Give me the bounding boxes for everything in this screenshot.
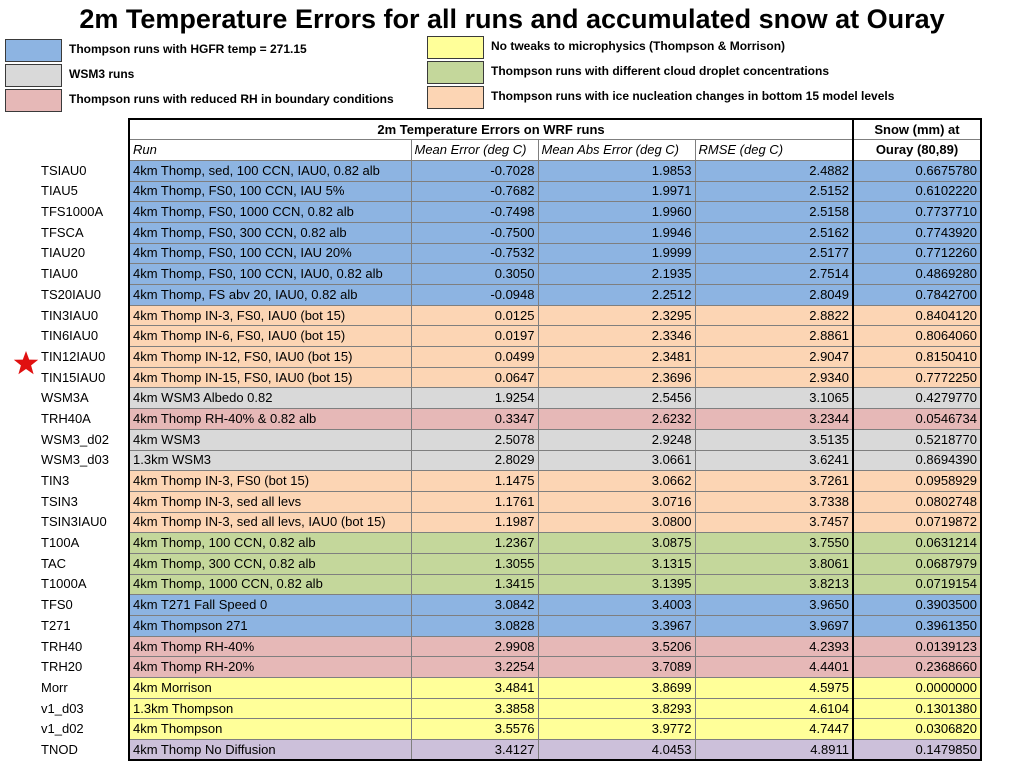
mean-abs-error-cell: 1.9999 [538, 243, 695, 264]
legend-label: Thompson runs with different cloud droplet concentrations [491, 64, 830, 78]
run-description: 4km Thomp, FS0, 100 CCN, IAU 20% [129, 243, 411, 264]
table-row [38, 574, 981, 595]
rmse-cell: 3.7550 [695, 533, 853, 554]
run-id: TS20IAU0 [41, 286, 101, 302]
run-id: TRH40 [41, 638, 83, 654]
legend-label: Thompson runs with HGFR temp = 271.15 [69, 42, 307, 56]
table-row [38, 719, 981, 740]
table-row [38, 616, 981, 637]
run-id: TIAU5 [41, 183, 78, 199]
mean-error-cell: 3.0842 [411, 595, 538, 616]
table-row [38, 595, 981, 616]
rmse-cell: 2.9340 [695, 367, 853, 388]
rmse-cell: 3.9697 [695, 616, 853, 637]
mean-abs-error-cell: 3.3967 [538, 616, 695, 637]
table-row [38, 740, 981, 761]
mean-error-cell: 3.4127 [411, 740, 538, 761]
run-description: 4km Thomp IN-3, FS0 (bot 15) [129, 471, 411, 492]
rmse-cell: 2.4882 [695, 160, 853, 181]
mean-error-cell: 2.9908 [411, 636, 538, 657]
run-description: 4km Thomp, 1000 CCN, 0.82 alb [129, 574, 411, 595]
column-header-rmse: RMSE (deg C) [695, 140, 853, 161]
rmse-cell: 3.9650 [695, 595, 853, 616]
run-id: TRH20 [41, 659, 83, 675]
mean-abs-error-cell: 2.1935 [538, 264, 695, 285]
run-description: 4km Thomp, FS abv 20, IAU0, 0.82 alb [129, 285, 411, 306]
mean-abs-error-cell: 3.7089 [538, 657, 695, 678]
table-row [38, 429, 981, 450]
snow-cell: 0.1479850 [853, 740, 981, 761]
snow-cell: 0.0000000 [853, 678, 981, 699]
table-row [38, 326, 981, 347]
mean-abs-error-cell: 4.0453 [538, 740, 695, 761]
table-row [38, 698, 981, 719]
run-id: WSM3A [41, 390, 89, 406]
run-id: WSM3_d02 [41, 431, 109, 447]
snow-cell: 0.0719154 [853, 574, 981, 595]
legend-swatch [5, 64, 62, 87]
mean-abs-error-cell: 3.8293 [538, 698, 695, 719]
rmse-cell: 4.2393 [695, 636, 853, 657]
mean-abs-error-cell: 3.0875 [538, 533, 695, 554]
legend-label: Thompson runs with reduced RH in boundary conditions [69, 92, 394, 106]
mean-error-cell: 2.5078 [411, 429, 538, 450]
rmse-cell: 2.5152 [695, 181, 853, 202]
mean-abs-error-cell: 3.0662 [538, 471, 695, 492]
table-row [38, 160, 981, 181]
mean-abs-error-cell: 2.3346 [538, 326, 695, 347]
rmse-cell: 3.8213 [695, 574, 853, 595]
run-description: 4km Thompson 271 [129, 616, 411, 637]
table-row [38, 553, 981, 574]
group-header: 2m Temperature Errors on WRF runs [129, 119, 853, 140]
run-description: 1.3km Thompson [129, 698, 411, 719]
run-id: TSIN3IAU0 [41, 514, 107, 530]
mean-abs-error-cell: 1.9960 [538, 202, 695, 223]
header-blank [38, 119, 129, 140]
mean-error-cell: -0.0948 [411, 285, 538, 306]
mean-error-cell: 3.4841 [411, 678, 538, 699]
column-header-mean-abs-error: Mean Abs Error (deg C) [538, 140, 695, 161]
mean-error-cell: -0.7500 [411, 222, 538, 243]
mean-error-cell: 0.0197 [411, 326, 538, 347]
mean-error-cell: 3.0828 [411, 616, 538, 637]
table-row [38, 533, 981, 554]
run-id: TFS1000A [41, 204, 104, 220]
snow-cell: 0.8694390 [853, 450, 981, 471]
run-description: 4km Thomp IN-3, sed all levs, IAU0 (bot 15) [129, 512, 411, 533]
mean-abs-error-cell: 1.9971 [538, 181, 695, 202]
rmse-cell: 4.7447 [695, 719, 853, 740]
mean-abs-error-cell: 2.3696 [538, 367, 695, 388]
mean-error-cell: 3.5576 [411, 719, 538, 740]
mean-abs-error-cell: 1.9853 [538, 160, 695, 181]
run-description: 4km Morrison [129, 678, 411, 699]
run-description: 4km Thomp RH-40% [129, 636, 411, 657]
table-row [38, 636, 981, 657]
table-row [38, 305, 981, 326]
snow-cell: 0.3961350 [853, 616, 981, 637]
rmse-cell: 2.5158 [695, 202, 853, 223]
table-row [38, 367, 981, 388]
snow-cell: 0.2368660 [853, 657, 981, 678]
table-column-header-row [38, 140, 981, 161]
table-group-header-row [38, 119, 981, 140]
run-id: TIN6IAU0 [41, 328, 99, 344]
table-row [38, 512, 981, 533]
snow-cell: 0.0546734 [853, 409, 981, 430]
table-row [38, 181, 981, 202]
snow-cell: 0.6102220 [853, 181, 981, 202]
rmse-cell: 2.8049 [695, 285, 853, 306]
snow-cell: 0.5218770 [853, 429, 981, 450]
mean-error-cell: 1.1475 [411, 471, 538, 492]
mean-error-cell: 0.0499 [411, 347, 538, 368]
run-id: TSIAU0 [41, 162, 87, 178]
snow-cell: 0.0139123 [853, 636, 981, 657]
mean-abs-error-cell: 3.8699 [538, 678, 695, 699]
column-header-mean-error: Mean Error (deg C) [411, 140, 538, 161]
rmse-cell: 4.5975 [695, 678, 853, 699]
table-row [38, 264, 981, 285]
snow-cell: 0.7743920 [853, 222, 981, 243]
snow-cell: 0.4869280 [853, 264, 981, 285]
snow-cell: 0.7712260 [853, 243, 981, 264]
mean-error-cell: 1.3415 [411, 574, 538, 595]
mean-abs-error-cell: 2.5456 [538, 388, 695, 409]
snow-cell: 0.0719872 [853, 512, 981, 533]
rmse-cell: 2.5162 [695, 222, 853, 243]
run-id: TFS0 [41, 597, 73, 613]
table-row [38, 450, 981, 471]
mean-abs-error-cell: 3.9772 [538, 719, 695, 740]
run-description: 4km Thomp IN-3, FS0, IAU0 (bot 15) [129, 305, 411, 326]
run-description: 4km Thomp IN-3, sed all levs [129, 491, 411, 512]
rmse-cell: 3.5135 [695, 429, 853, 450]
run-description: 4km Thomp No Diffusion [129, 740, 411, 761]
legend-swatch [427, 86, 484, 109]
column-header-run: Run [129, 140, 411, 161]
run-description: 4km WSM3 [129, 429, 411, 450]
rmse-cell: 2.8861 [695, 326, 853, 347]
mean-error-cell: -0.7498 [411, 202, 538, 223]
mean-abs-error-cell: 3.0716 [538, 491, 695, 512]
run-id: TIN12IAU0 [41, 348, 106, 364]
run-description: 4km Thomp RH-20% [129, 657, 411, 678]
rmse-cell: 2.5177 [695, 243, 853, 264]
run-id: WSM3_d03 [41, 452, 109, 468]
mean-error-cell: 0.3347 [411, 409, 538, 430]
rmse-cell: 3.7261 [695, 471, 853, 492]
table-row [38, 202, 981, 223]
table-row [38, 285, 981, 306]
mean-abs-error-cell: 3.0800 [538, 512, 695, 533]
snow-cell: 0.8150410 [853, 347, 981, 368]
mean-error-cell: 1.1987 [411, 512, 538, 533]
mean-abs-error-cell: 3.1315 [538, 553, 695, 574]
results-table [38, 118, 982, 761]
rmse-cell: 3.7338 [695, 491, 853, 512]
run-description: 4km Thomp, FS0, 100 CCN, IAU 5% [129, 181, 411, 202]
run-description: 4km Thomp, FS0, 300 CCN, 0.82 alb [129, 222, 411, 243]
star-icon [13, 350, 39, 376]
table-row [38, 657, 981, 678]
legend-swatch [427, 36, 484, 59]
run-description: 4km Thomp, sed, 100 CCN, IAU0, 0.82 alb [129, 160, 411, 181]
run-description: 4km Thomp, FS0, 1000 CCN, 0.82 alb [129, 202, 411, 223]
run-id: v1_d02 [41, 721, 84, 737]
mean-abs-error-cell: 3.1395 [538, 574, 695, 595]
mean-error-cell: 1.3055 [411, 553, 538, 574]
header-blank [38, 140, 129, 161]
rmse-cell: 2.8822 [695, 305, 853, 326]
legend-swatch [427, 61, 484, 84]
legend-swatch [5, 89, 62, 112]
table-row [38, 388, 981, 409]
mean-abs-error-cell: 2.6232 [538, 409, 695, 430]
run-id: TIAU0 [41, 266, 78, 282]
mean-error-cell: 2.8029 [411, 450, 538, 471]
run-description: 4km T271 Fall Speed 0 [129, 595, 411, 616]
mean-error-cell: -0.7682 [411, 181, 538, 202]
run-id: TRH40A [41, 410, 91, 426]
mean-error-cell: 1.9254 [411, 388, 538, 409]
mean-error-cell: 0.3050 [411, 264, 538, 285]
mean-error-cell: -0.7532 [411, 243, 538, 264]
run-description: 4km Thomp, FS0, 100 CCN, IAU0, 0.82 alb [129, 264, 411, 285]
run-description: 4km Thomp IN-15, FS0, IAU0 (bot 15) [129, 367, 411, 388]
run-description: 4km Thomp IN-6, FS0, IAU0 (bot 15) [129, 326, 411, 347]
rmse-cell: 3.6241 [695, 450, 853, 471]
mean-abs-error-cell: 2.3481 [538, 347, 695, 368]
run-description: 4km Thomp, 300 CCN, 0.82 alb [129, 553, 411, 574]
run-id: TIN3IAU0 [41, 307, 99, 323]
mean-error-cell: 0.0125 [411, 305, 538, 326]
snow-cell: 0.7772250 [853, 367, 981, 388]
mean-abs-error-cell: 3.0661 [538, 450, 695, 471]
run-description: 4km Thompson [129, 719, 411, 740]
snow-cell: 0.8064060 [853, 326, 981, 347]
mean-abs-error-cell: 2.9248 [538, 429, 695, 450]
run-id: TIAU20 [41, 245, 86, 261]
table-row [38, 471, 981, 492]
snow-cell: 0.7737710 [853, 202, 981, 223]
run-id: TNOD [41, 741, 78, 757]
snow-cell: 0.0958929 [853, 471, 981, 492]
table-row [38, 491, 981, 512]
run-description: 1.3km WSM3 [129, 450, 411, 471]
legend-label: No tweaks to microphysics (Thompson & Morrison) [491, 39, 786, 53]
table-row [38, 243, 981, 264]
mean-abs-error-cell: 1.9946 [538, 222, 695, 243]
run-id: T100A [41, 535, 80, 551]
snow-cell: 0.0631214 [853, 533, 981, 554]
run-description: 4km Thomp IN-12, FS0, IAU0 (bot 15) [129, 347, 411, 368]
snow-cell: 0.7842700 [853, 285, 981, 306]
snow-cell: 0.0306820 [853, 719, 981, 740]
snow-cell: 0.1301380 [853, 698, 981, 719]
run-id: T271 [41, 617, 71, 633]
legend-label: WSM3 runs [69, 67, 135, 81]
run-id: TAC [41, 555, 67, 571]
snow-cell: 0.3903500 [853, 595, 981, 616]
legend-swatch [5, 39, 62, 62]
mean-abs-error-cell: 3.5206 [538, 636, 695, 657]
rmse-cell: 4.6104 [695, 698, 853, 719]
snow-cell: 0.0687979 [853, 553, 981, 574]
table-row [38, 409, 981, 430]
rmse-cell: 4.8911 [695, 740, 853, 761]
run-description: 4km Thomp, 100 CCN, 0.82 alb [129, 533, 411, 554]
rmse-cell: 3.2344 [695, 409, 853, 430]
run-description: 4km WSM3 Albedo 0.82 [129, 388, 411, 409]
snow-header-line2: Ouray (80,89) [853, 140, 981, 161]
snow-cell: 0.6675780 [853, 160, 981, 181]
snow-cell: 0.8404120 [853, 305, 981, 326]
legend-label: Thompson runs with ice nucleation changes in bottom 15 model levels [491, 89, 895, 103]
table-row [38, 347, 981, 368]
snow-cell: 0.0802748 [853, 491, 981, 512]
mean-abs-error-cell: 3.4003 [538, 595, 695, 616]
rmse-cell: 3.7457 [695, 512, 853, 533]
run-description: 4km Thomp RH-40% & 0.82 alb [129, 409, 411, 430]
mean-abs-error-cell: 2.3295 [538, 305, 695, 326]
rmse-cell: 4.4401 [695, 657, 853, 678]
rmse-cell: 3.1065 [695, 388, 853, 409]
snow-header-line1: Snow (mm) at [853, 119, 981, 140]
table-row [38, 678, 981, 699]
table-row [38, 222, 981, 243]
rmse-cell: 2.9047 [695, 347, 853, 368]
rmse-cell: 2.7514 [695, 264, 853, 285]
mean-abs-error-cell: 2.2512 [538, 285, 695, 306]
run-id: Morr [41, 679, 68, 695]
page-title: 2m Temperature Errors for all runs and accumulated snow at Ouray [79, 4, 945, 34]
mean-error-cell: 3.2254 [411, 657, 538, 678]
mean-error-cell: -0.7028 [411, 160, 538, 181]
snow-cell: 0.4279770 [853, 388, 981, 409]
run-id: v1_d03 [41, 700, 84, 716]
run-id: TIN3 [41, 473, 70, 489]
mean-error-cell: 3.3858 [411, 698, 538, 719]
rmse-cell: 3.8061 [695, 553, 853, 574]
mean-error-cell: 0.0647 [411, 367, 538, 388]
run-id: TSIN3 [41, 493, 78, 509]
mean-error-cell: 1.1761 [411, 491, 538, 512]
mean-error-cell: 1.2367 [411, 533, 538, 554]
run-id: TIN15IAU0 [41, 369, 106, 385]
run-id: T1000A [41, 576, 87, 592]
run-id: TFSCA [41, 224, 84, 240]
